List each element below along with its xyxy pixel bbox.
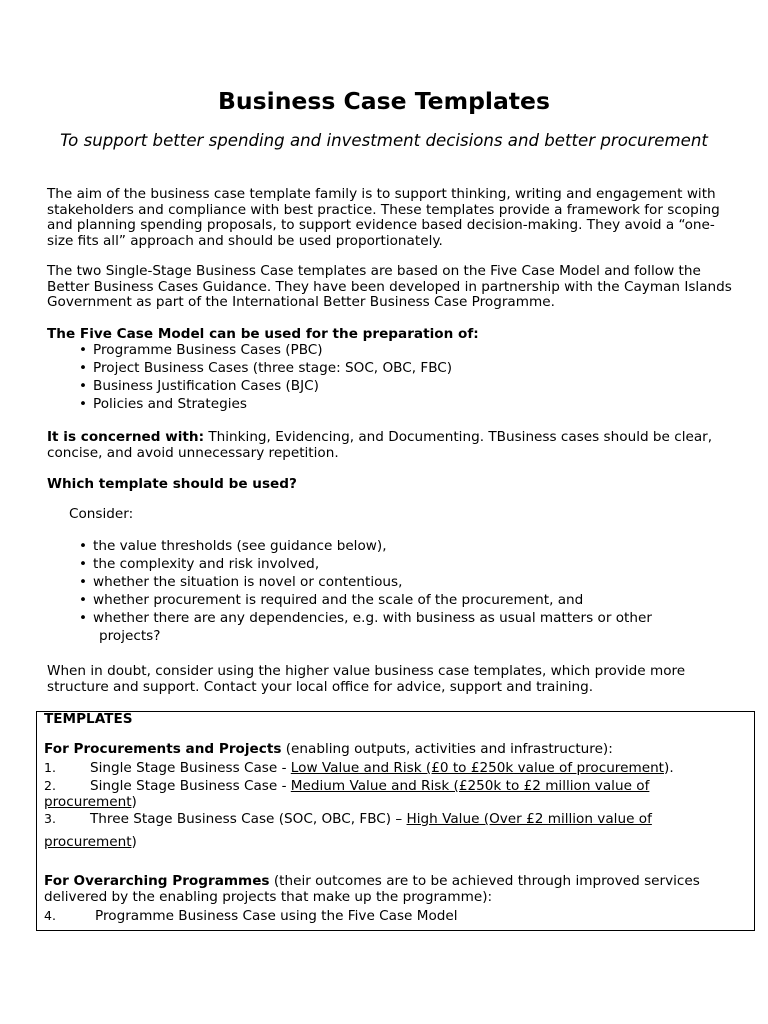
item-number: 4. [44,908,56,923]
item-text: Single Stage Business Case - [90,778,291,794]
list-item-text: whether there are any dependencies, e.g. with business as usual matters or other [93,610,652,626]
template-link-low-value[interactable]: Low Value and Risk (£0 to £250k value of procurement [290,760,665,776]
list-item-continuation: projects? [99,628,161,644]
procurements-label: For Procurements and Projects [44,741,282,757]
template-link-high-value[interactable]: High Value (Over £2 million value of [406,811,652,827]
procurements-heading [44,742,746,758]
procurements-text: (enabling outputs, activities and infrastructure): [281,741,613,757]
item-text: Single Stage Business Case - [90,760,291,776]
list-item: • Project Business Cases (three stage: SOC, OBC, FBC) [79,359,452,377]
two-stage-paragraph: The two Single-Stage Business Case templates are based on the Five Case Model and follow the Better Business Cases Guidance. They have been developed in partnership with the Cayman Islands Government as part of the International Better Business Case Programme. [47,263,732,310]
doubt-paragraph: When in doubt, consider using the higher value business case templates, which provide more structure and support. Contact your local office for advice, support and training. [47,663,686,695]
item-number: 1. [44,760,56,775]
five-case-list [79,341,452,413]
intro-paragraph: The aim of the business case template family is to support thinking, writing and engagement with stakeholders and compliance with best practice. These templates provide a framework for scoping and planning spending proposals, to support evidence based decision-making. They avoid a “one-size fits all” approach and should be used proportionately. [47,186,720,249]
item-number: 2. [44,778,56,793]
list-item: • Policies and Strategies [79,395,452,413]
five-case-heading: The Five Case Model can be used for the preparation of: [47,326,479,342]
page-title: Business Case Templates [218,87,550,115]
list-item: • the value thresholds (see guidance below), [79,537,652,555]
template-link-medium-value[interactable]: Medium Value and Risk (£250k to £2 million value of procurement [44,778,650,810]
item-end: ). [664,760,674,776]
list-item: • Business Justification Cases (BJC) [79,377,452,395]
list-item: • whether procurement is required and the scale of the procurement, and [79,591,652,609]
templates-box [36,711,755,931]
programmes-heading [44,874,746,905]
list-item: • the complexity and risk involved, [79,555,652,573]
concerned-label: It is concerned with: [47,429,205,445]
consider-list [79,537,652,645]
template-item-1 [44,760,746,777]
templates-heading: TEMPLATES [44,711,133,727]
consider-label: Consider: [69,506,134,522]
template-item-4 [44,908,746,925]
item-text: Programme Business Case using the Five Case Model [95,908,458,924]
item-end: ) [131,834,137,850]
item-number: 3. [44,811,56,826]
template-item-3 [44,811,746,828]
list-item [79,609,652,645]
item-end: ) [131,793,137,810]
which-template-heading: Which template should be used? [47,476,297,492]
concerned-paragraph [47,430,737,461]
template-link-high-value-cont[interactable]: procurement [44,834,132,850]
concerned-text: Thinking, Evidencing, and Documenting. TBusiness cases should be clear, concise, and avoid unnecessary repetition. [47,429,713,461]
programmes-text: (their outcomes are to be achieved through improved services delivered by the enabling projects that make up the programme): [44,873,700,905]
item-text: Three Stage Business Case (SOC, OBC, FBC) – [90,811,407,827]
page-subtitle: To support better spending and investment decisions and better procurement [60,131,708,150]
template-item-3-continuation [44,835,746,851]
programmes-label: For Overarching Programmes [44,873,270,889]
template-item-2 [44,778,746,810]
list-item: • Programme Business Cases (PBC) [79,341,452,359]
list-item: • whether the situation is novel or contentious, [79,573,652,591]
